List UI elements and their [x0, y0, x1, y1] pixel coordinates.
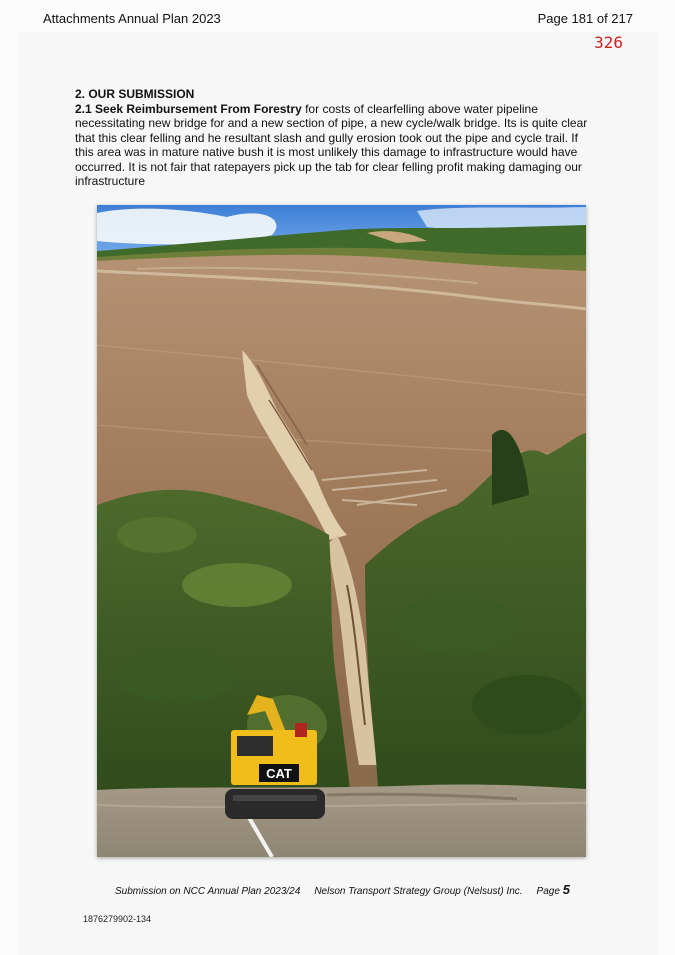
section-heading: 2. OUR SUBMISSION — [75, 87, 195, 101]
footer-organisation: Nelson Transport Strategy Group (Nelsust) Inc. — [314, 886, 523, 897]
page-footer — [115, 882, 570, 897]
machine-brand-label: CAT — [266, 766, 292, 781]
footer-page-word: Page — [536, 886, 560, 897]
footer-submission: Submission on NCC Annual Plan 2023/24 — [115, 886, 301, 897]
submission-text-block — [75, 87, 595, 189]
section-lead: 2.1 Seek Reimbursement From Forestry — [75, 101, 302, 116]
section-body: for costs of clearfelling above water pipeline necessitating new bridge for and a new section of pipe, a new cycle/walk bridge. Its is quite clear that this clear felling and he resultant slash and gully erosion took out the pipe and cycle trail. If this area was in mature native bush it is most unlikely this damage to infrastructure would have occurred. It is not fair that ratepayers pick up the tab for clear felling profit making damaging our infrastructure — [75, 101, 588, 188]
header-page-label: Page 181 of 217 — [537, 11, 633, 26]
page-stamp-number: 326 — [594, 33, 623, 52]
header-title: Attachments Annual Plan 2023 — [43, 11, 221, 26]
footer-page-number: 5 — [562, 882, 570, 897]
document-id: 1876279902-134 — [83, 914, 152, 924]
hillside-erosion-photo — [97, 205, 586, 857]
